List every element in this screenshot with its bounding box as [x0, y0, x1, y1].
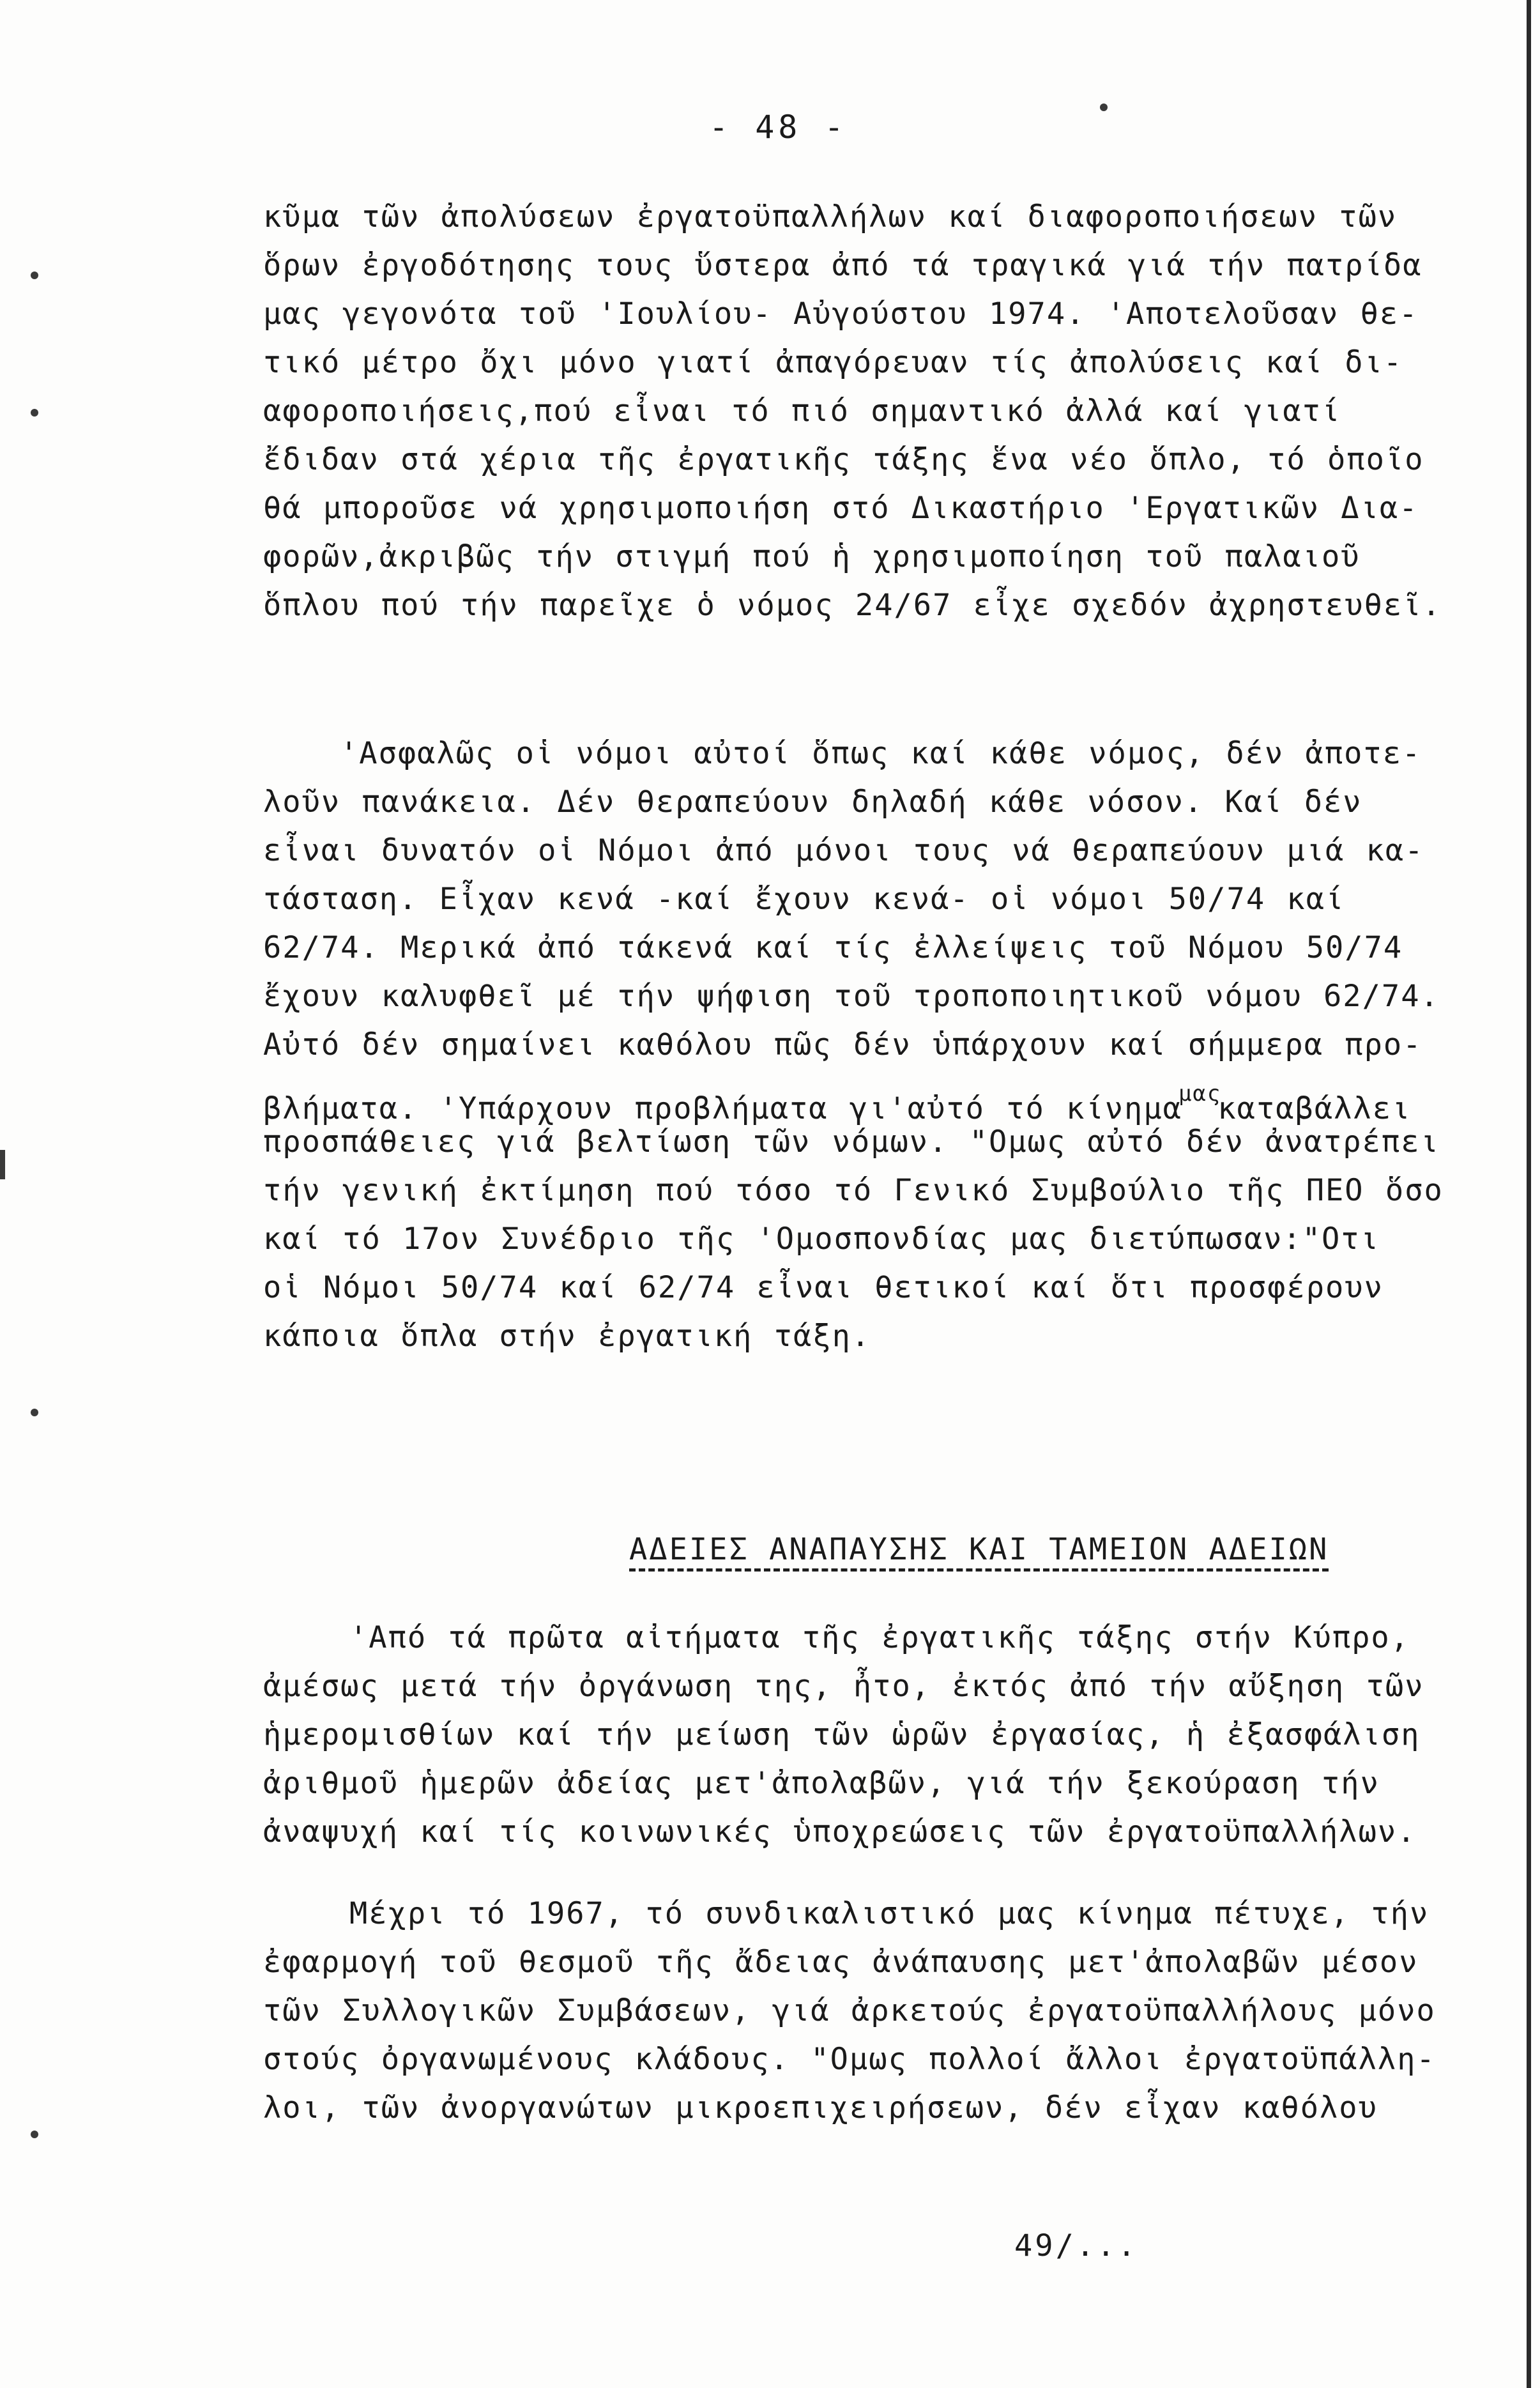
text-line: θά μποροῦσε νά χρησιμοποιήση στό Δικαστήριο 'Εργατικῶν Δια- — [263, 491, 1419, 526]
text-line: τῶν Συλλογικῶν Συμβάσεων, γιά ἀρκετούς ἐργατοϋπαλλήλους μόνο — [263, 1993, 1436, 2028]
scan-edge — [1527, 0, 1531, 2388]
text-line: λοῦν πανάκεια. Δέν θεραπεύουν δηλαδή κάθε νόσον. Καί δέν — [263, 785, 1362, 820]
paragraph-3 — [263, 1614, 1464, 1856]
scan-speck — [31, 1409, 38, 1416]
text-line-with-insert — [263, 1069, 1464, 1126]
scan-speck — [31, 272, 38, 279]
text-line: κάποια ὅπλα στήν ἐργατική τάξη. — [263, 1319, 871, 1354]
text-line: ἀναψυχή καί τίς κοινωνικές ὑποχρεώσεις τῶν ἐργατοϋπαλλήλων. — [263, 1814, 1417, 1849]
text-line: τικό μέτρο ὄχι μόνο γιατί ἀπαγόρευαν τίς ἀπολύσεις καί δι- — [263, 345, 1403, 380]
text-line: προσπάθειες γιά βελτίωση τῶν νόμων. "Ομως αὐτό δέν ἀνατρέπει — [263, 1124, 1440, 1160]
scan-mark — [0, 1150, 5, 1179]
text-line: στούς ὀργανωμένους κλάδους. "Ομως πολλοί ἄλλοι ἐργατοϋπάλλη- — [263, 2042, 1436, 2077]
text-line: 62/74. Μερικά ἀπό τάκενά καί τίς ἐλλείψεις τοῦ Νόμου 50/74 — [263, 930, 1403, 965]
continuation-marker: 49/... — [1014, 2228, 1138, 2263]
text-line: καί τό 17ον Συνέδριο τῆς 'Ομοσπονδίας μας διετύπωσαν:"Οτι — [263, 1221, 1380, 1257]
text-line: ὅρων ἐργοδότησης τους ὕστερα ἀπό τά τραγικά γιά τήν πατρίδα — [263, 248, 1422, 283]
paragraph-2 — [263, 730, 1464, 1361]
text-line: οἱ Νόμοι 50/74 καί 62/74 εἶναι θετικοί καί ὅτι προσφέρουν — [263, 1270, 1384, 1305]
scan-speck — [31, 409, 38, 417]
text-line: ἀριθμοῦ ἡμερῶν ἀδείας μετ'ἀπολαβῶν, γιά τήν ξεκούραση τήν — [263, 1766, 1380, 1801]
text-line: αφοροποιήσεις,πού εἶναι τό πιό σημαντικό ἀλλά καί γιατί — [263, 394, 1341, 429]
text-line: ἡμερομισθίων καί τήν μείωση τῶν ὡρῶν ἐργασίας, ἡ ἐξασφάλιση — [263, 1717, 1421, 1752]
text-line: 'Ασφαλῶς οἱ νόμοι αὐτοί ὅπως καί κάθε νόμος, δέν ἀποτε- — [340, 736, 1422, 771]
scan-speck — [31, 2131, 38, 2138]
text-line: Αὐτό δέν σημαίνει καθόλου πῶς δέν ὑπάρχουν καί σήμμερα προ- — [263, 1027, 1422, 1062]
text-line: 'Από τά πρῶτα αἰτήματα τῆς ἐργατικῆς τάξης στήν Κύπρο, — [349, 1620, 1410, 1655]
text-line: κῦμα τῶν ἀπολύσεων ἐργατοϋπαλλήλων καί διαφοροποιήσεων τῶν — [263, 199, 1398, 234]
text-line: λοι, τῶν ἀνοργανώτων μικροεπιχειρήσεων, δέν εἶχαν καθόλου — [263, 2090, 1378, 2125]
text-line: ὅπλου πού τήν παρεῖχε ὁ νόμος 24/67 εἶχε σχεδόν ἀχρηστευθεῖ. — [263, 588, 1442, 623]
text-line: ἔδιδαν στά χέρια τῆς ἐργατικῆς τάξης ἕνα νέο ὅπλο, τό ὁποῖο — [263, 442, 1424, 477]
text-line: ἔχουν καλυφθεῖ μέ τήν ψήφιση τοῦ τροποποιητικοῦ νόμου 62/74. — [263, 979, 1440, 1014]
paragraph-4 — [263, 1890, 1464, 2132]
text-line: τάσταση. Εἶχαν κενά -καί ἔχουν κενά- οἱ νόμοι 50/74 καί — [263, 882, 1345, 917]
page-number: - 48 - — [709, 109, 848, 146]
text-line: μας γεγονότα τοῦ 'Ιουλίου- Αὐγούστου 1974. 'Αποτελοῦσαν θε- — [263, 296, 1419, 332]
text-line: ἐφαρμογή τοῦ θεσμοῦ τῆς ἄδειας ἀνάπαυσης μετ'ἀπολαβῶν μέσον — [263, 1945, 1419, 1980]
text-line: φορῶν,ἀκριβῶς τήν στιγμή πού ἡ χρησιμοποίηση τοῦ παλαιοῦ — [263, 539, 1361, 574]
handwritten-insert: μας — [1178, 1081, 1222, 1106]
text-line: τήν γενική ἐκτίμηση πού τόσο τό Γενικό Συμβούλιο τῆς ΠΕΟ ὅσο — [263, 1173, 1444, 1208]
paragraph-1 — [263, 193, 1464, 630]
text-line: Μέχρι τό 1967, τό συνδικαλιστικό μας κίνημα πέτυχε, τήν — [349, 1896, 1429, 1931]
section-heading: ΑΔΕΙΕΣ ΑΝΑΠΑΥΣΗΣ ΚΑΙ ΤΑΜΕΙΟΝ ΑΔΕΙΩΝ — [629, 1532, 1329, 1567]
line-text-before: βλήματα. 'Υπάρχουν προβλήματα γι'αὐτό τό κίνημα — [263, 1091, 1182, 1126]
scan-speck — [1100, 103, 1108, 111]
text-line: εἶναι δυνατόν οἱ Νόμοι ἀπό μόνοι τους νά θεραπεύουν μιά κα- — [263, 833, 1424, 868]
text-line: ἀμέσως μετά τήν ὀργάνωση της, ἦτο, ἐκτός ἀπό τήν αὔξηση τῶν — [263, 1669, 1424, 1704]
line-text-after: καταβάλλει — [1217, 1091, 1412, 1126]
